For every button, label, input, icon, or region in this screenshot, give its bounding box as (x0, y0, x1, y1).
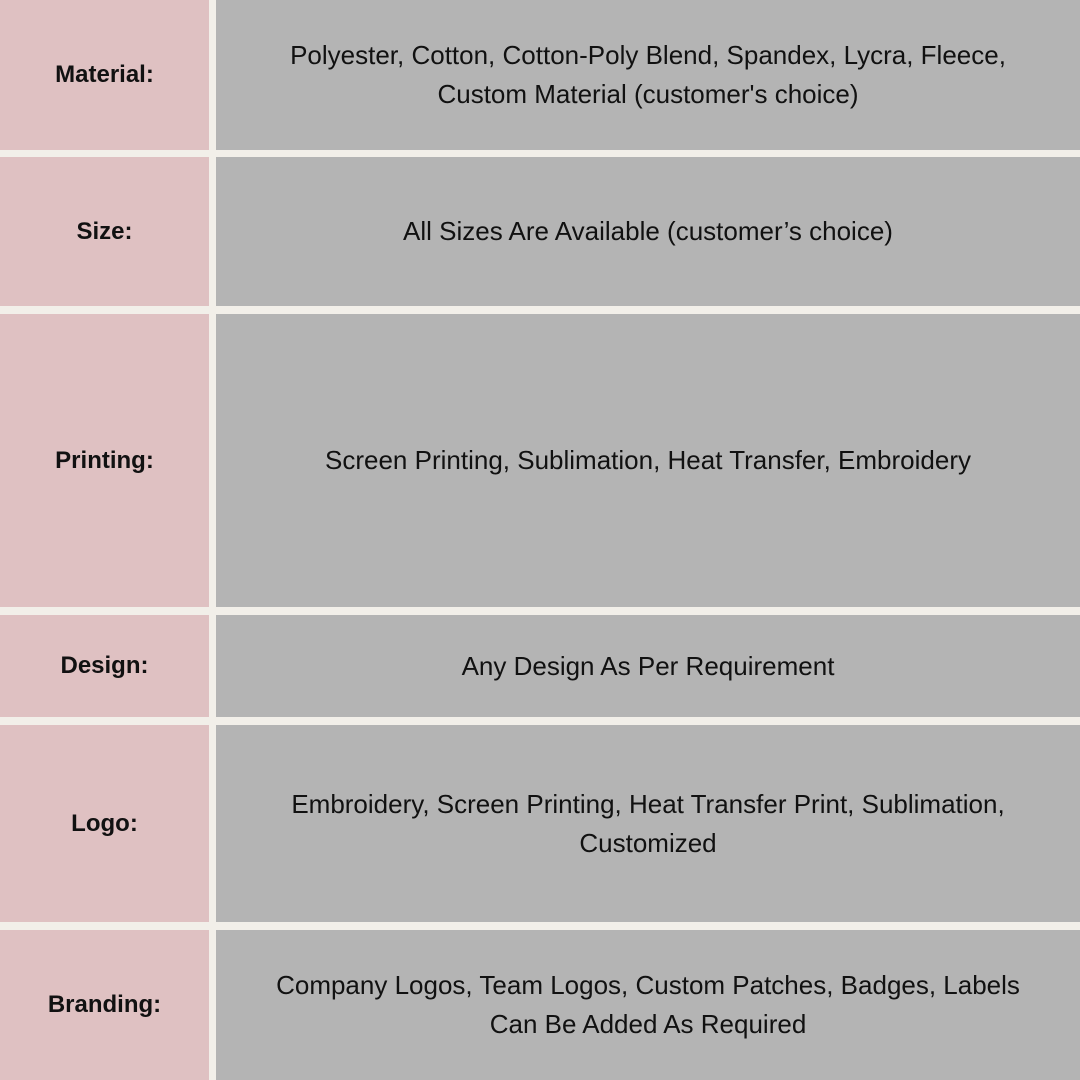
spec-value (216, 615, 1080, 717)
spec-value-line: Any Design As Per Requirement (461, 650, 835, 681)
spec-label: Branding: (0, 930, 209, 1080)
spec-value-line: Polyester, Cotton, Cotton-Poly Blend, Spandex, Lycra, Fleece, (290, 40, 1006, 70)
spec-row-logo (0, 725, 1080, 922)
spec-label: Printing: (0, 314, 209, 607)
spec-label: Size: (0, 157, 209, 306)
spec-value (216, 930, 1080, 1080)
spec-label: Design: (0, 615, 209, 717)
spec-value (216, 0, 1080, 150)
spec-row-size (0, 157, 1080, 306)
spec-value-line: All Sizes Are Available (customer’s choice) (403, 216, 893, 246)
spec-row-design (0, 615, 1080, 717)
spec-label: Logo: (0, 725, 209, 922)
spec-value-line: Screen Printing, Sublimation, Heat Transfer, Embroidery (325, 445, 971, 475)
spec-value-line: Custom Material (customer's choice) (437, 79, 859, 109)
spec-value (216, 725, 1080, 922)
spec-value-line: Can Be Added As Required (489, 1009, 807, 1039)
spec-label: Material: (0, 0, 209, 150)
spec-value-line: Embroidery, Screen Printing, Heat Transfer Print, Sublimation, (291, 788, 1005, 819)
spec-row-material (0, 0, 1080, 150)
spec-value-line: Company Logos, Team Logos, Custom Patches, Badges, Labels (276, 970, 1020, 1000)
spec-row-branding (0, 930, 1080, 1080)
spec-value (216, 314, 1080, 607)
spec-value (216, 157, 1080, 306)
spec-row-printing (0, 314, 1080, 607)
spec-value-line: Customized (579, 827, 717, 858)
